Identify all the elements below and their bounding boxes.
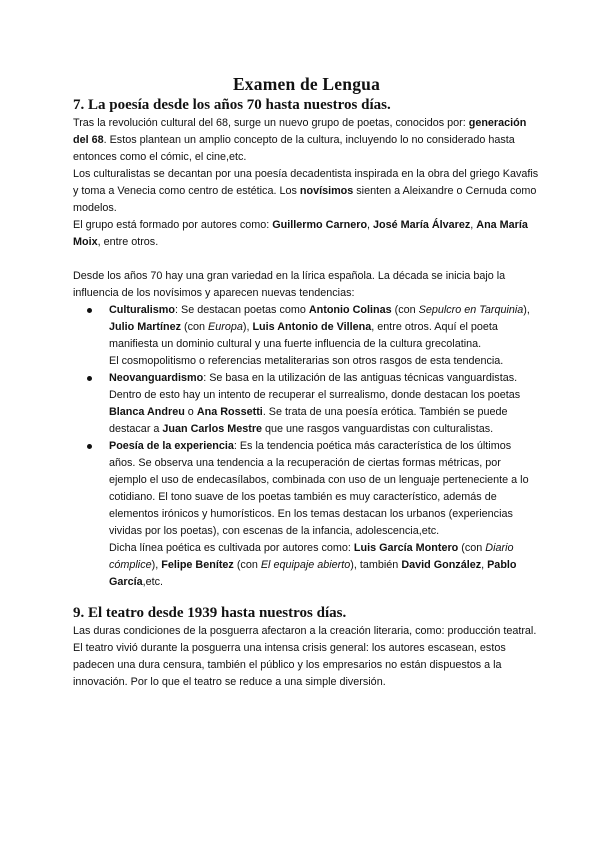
author-name: Ana Rossetti — [196, 406, 263, 418]
text: (con — [233, 559, 261, 571]
text: , — [470, 219, 477, 231]
section-heading-poesia: 7. La poesía desde los años 70 hasta nuestros días. — [73, 97, 391, 113]
author-name: Pablo García — [109, 559, 517, 588]
work-title: El equipaje abierto — [260, 559, 351, 571]
text: (con — [181, 321, 209, 333]
text: Dicha línea poética es cultivada por autores como: — [109, 542, 354, 554]
text: , — [367, 219, 374, 231]
author-name: Antonio Colinas — [308, 304, 392, 316]
paragraph-autores-grupo — [73, 217, 540, 251]
text: . Estos plantean un amplio concepto de la cultura, incluyendo lo no considerado hasta entonces como el cómic, el cine,etc. — [73, 134, 515, 163]
paragraph-tendencias-intro: Desde los años 70 hay una gran variedad en la lírica española. La década se inicia bajo la influencia de los novísimos y aparecen nuevas tendencias: — [73, 270, 506, 299]
author-name: Guillermo Carnero — [272, 219, 368, 231]
list-item-label: Neovanguardismo — [109, 372, 204, 384]
text: . Se trata de una poesía erótica. También se puede destacar a — [109, 406, 508, 435]
list-item-culturalismo — [109, 302, 540, 370]
text: ,etc. — [142, 576, 164, 588]
text: El cosmopolitismo o referencias metaliterarias son otros rasgos de esta tendencia. — [109, 355, 504, 367]
list-item-label: Culturalismo — [109, 304, 175, 316]
tendencias-list — [73, 302, 540, 591]
work-title: Europa — [208, 321, 243, 333]
list-item-label: Poesía de la experiencia — [109, 440, 234, 452]
document-title: Examen de Lengua — [232, 74, 381, 94]
author-name: Luis Antonio de Villena — [252, 321, 372, 333]
author-name: Julio Martínez — [109, 321, 181, 333]
text: (con — [391, 304, 419, 316]
author-name: Blanca Andreu — [109, 406, 185, 418]
text: : Se destacan poetas como — [175, 304, 309, 316]
text: ), también — [350, 559, 402, 571]
text: El grupo está formado por autores como: — [73, 219, 273, 231]
text: que une rasgos vanguardistas con culturalistas. — [262, 423, 494, 435]
text: (con — [458, 542, 486, 554]
text: o — [184, 406, 197, 418]
section-heading-teatro: 9. El teatro desde 1939 hasta nuestros días. — [73, 605, 347, 621]
text: , — [481, 559, 488, 571]
text: sienten a Aleixandre o Cernuda como modelos. — [73, 185, 537, 214]
bold-term: novísimos — [299, 185, 354, 197]
paragraph-culturalistas — [73, 166, 540, 217]
paragraph-generacion-68 — [73, 115, 540, 166]
text: : Es la tendencia poética más característica de los últimos años. Se observa una tendencia a la recuperación de ciertas formas métricas, por ejemplo el uso de endecasílabos, combinada con uso de un lenguaje perteneciente a lo cotidiano. El tono suave de los poetas también es muy característico, además de elementos irónicos y humorísticos. En los temas destacan los urbanos (experiencias vividas por los poetas), con escenas de la infancia, adolescencia,etc. — [109, 440, 529, 537]
text: , entre otros. — [97, 236, 159, 248]
work-title: Sepulcro en Tarquinia — [418, 304, 524, 316]
text: ), — [523, 304, 530, 316]
author-name: José María Álvarez — [373, 219, 471, 231]
text: ), — [242, 321, 253, 333]
text: : Se basa en la utilización de las antiguas técnicas vanguardistas. Dentro de esto hay un intento de recuperar el surrealismo, donde destacan los poetas — [109, 372, 521, 401]
text: ), — [151, 559, 162, 571]
list-item-poesia-experiencia — [109, 438, 540, 591]
author-name: Felipe Benítez — [161, 559, 234, 571]
author-name: Juan Carlos Mestre — [162, 423, 263, 435]
author-name: Ana María Moix — [73, 219, 528, 248]
text: , entre otros. Aquí el poeta manifiesta un dominio cultural y una fuerte influencia de la cultura grecolatina. — [109, 321, 498, 350]
work-title: Diario cómplice — [109, 542, 514, 571]
text: Los culturalistas se decantan por una poesía decadentista inspirada en la obra del griego Kavafis y toma a Venecia como centro de estética. Los — [73, 168, 539, 197]
paragraph-teatro-posguerra: Las duras condiciones de la posguerra afectaron a la creación literaria, como: producción teatral. El teatro vivió durante la posguerra una intensa crisis general: los autores escasean, estos padecen una dura censura, también el público y los empresarios no están dispuestos a la innovación. Por lo que el teatro se reduce a una simple diversión. — [73, 625, 537, 688]
author-name: Luis García Montero — [353, 542, 459, 554]
text: Tras la revolución cultural del 68, surge un nuevo grupo de poetas, conocidos por: — [73, 117, 469, 129]
list-item-neovanguardismo — [109, 370, 540, 438]
author-name: David González — [401, 559, 482, 571]
bold-term: generación del 68 — [73, 117, 527, 146]
